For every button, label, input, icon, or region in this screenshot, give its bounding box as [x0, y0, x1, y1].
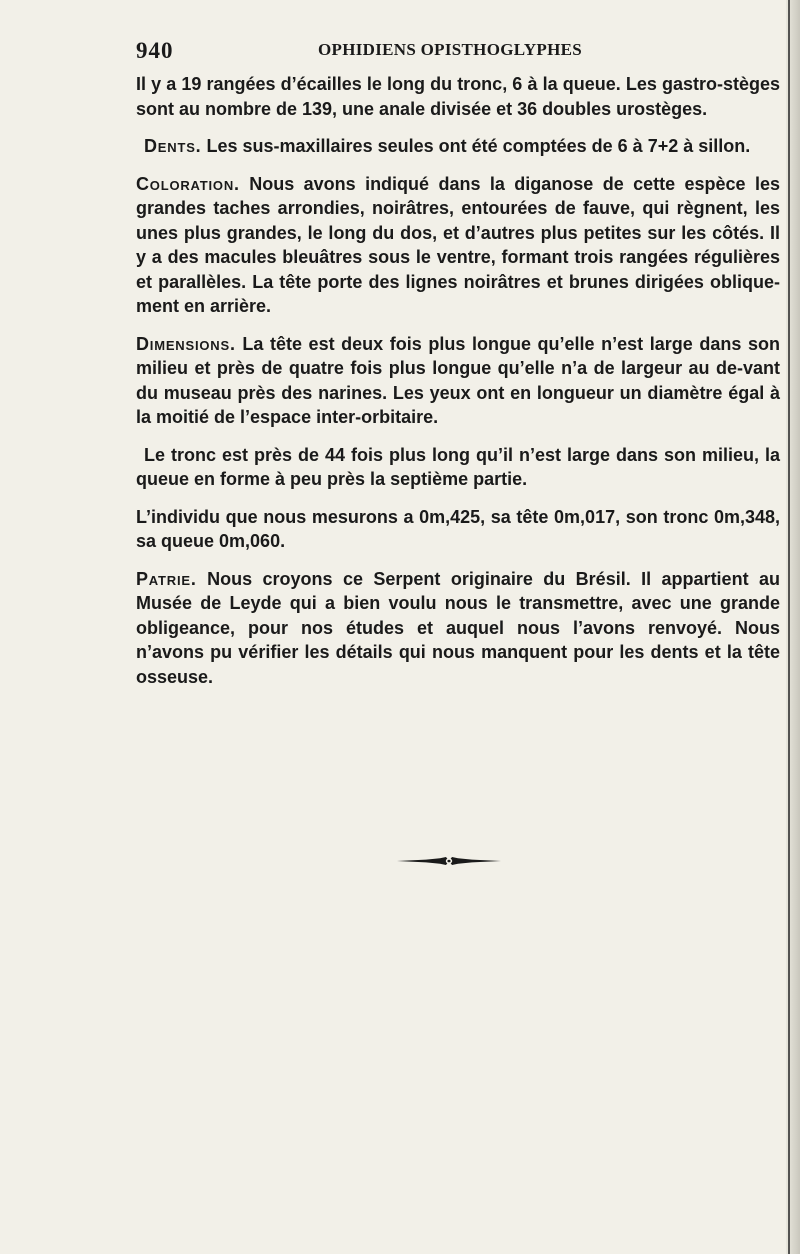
running-title: OPHIDIENS OPISTHOGLYPHES: [318, 40, 583, 59]
page-header: [136, 38, 736, 64]
paragraph-coloration-text: Nous avons indiqué dans la diganose de cette espèce les grandes taches arrondies, noirâtres, entourées de fauve, qui règnent, les unes plus grandes, le long du dos, et d’autres plus petites sur les côtés. Il y a des macules bleuâtres sous le ventre, formant trois rangées régulières et parallèles. La tête porte des lignes noirâtres et brunes dirigées oblique-ment en arrière.: [136, 173, 780, 316]
section-head-dimensions: Dimensions.: [136, 333, 236, 354]
paragraph-tronc: [136, 443, 780, 492]
paragraph-patrie-text: Nous croyons ce Serpent originaire du Brésil. Il appartient au Musée de Leyde qui a bien voulu nous le transmettre, avec une grande obligeance, pour nos études et auquel nous l’avons renvoyé. Nous n’avons pu vérifier les détails qui nous manquent pour les dents et la tête osseuse.: [136, 568, 780, 687]
section-head-coloration: Coloration.: [136, 173, 240, 194]
paragraph-patrie: [136, 567, 780, 690]
page-body: [136, 72, 780, 702]
paragraph-dimensions-text: La tête est deux fois plus longue qu’elle n’est large dans son milieu et près de quatre fois plus longue qu’elle n’a de largeur au de-vant du museau près des narines. Les yeux ont en longueur un diamètre égal à la moitié de l’espace inter-orbitaire.: [136, 333, 780, 427]
paragraph-dents-text: Les sus-maxillaires seules ont été comptées de 6 à 7+2 à sillon.: [201, 136, 751, 156]
paragraph-tronc-text: Le tronc est près de 44 fois plus long qu’il n’est large dans son milieu, la queue en forme à peu près la septième partie.: [136, 444, 780, 489]
page-number: 940: [136, 38, 174, 63]
tailpiece-ornament-icon: [396, 856, 502, 866]
paragraph-measurements: [136, 505, 780, 554]
paragraph-dimensions: [136, 332, 780, 430]
paragraph-scales: [136, 72, 780, 121]
paragraph-dents: [136, 134, 780, 159]
section-head-dents: Dents.: [144, 136, 202, 156]
paragraph-scales-text: Il y a 19 rangées d’écailles le long du tronc, 6 à la queue. Les gastro-stèges sont au nombre de 139, une anale divisée et 36 doubles urostèges.: [136, 74, 780, 119]
section-head-patrie: Patrie.: [136, 568, 197, 589]
paragraph-measurements-text: L’individu que nous mesurons a 0m,425, sa tête 0m,017, son tronc 0m,348, sa queue 0m,060.: [136, 506, 780, 551]
paragraph-coloration: [136, 172, 780, 319]
page-edge-shadow: [786, 0, 800, 1254]
